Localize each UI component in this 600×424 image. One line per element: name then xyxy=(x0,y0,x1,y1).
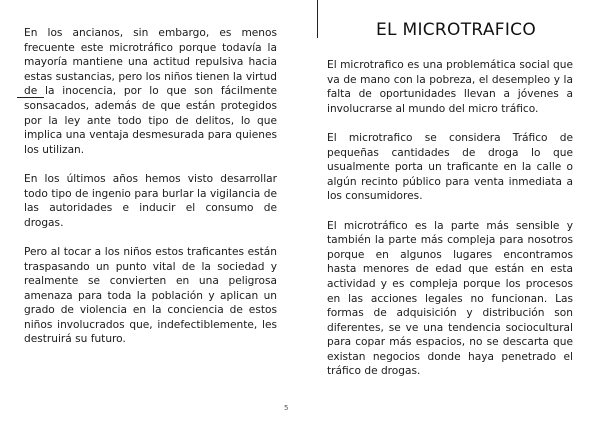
left-text-column xyxy=(24,26,277,362)
left-paragraph-1: En los ancianos, sin embargo, es menos frecuente este microtráfico porque todavía la mayoría mantiene una actitud repulsiva hacia estas sustancias, pero los niños tienen la virtud de la inocencia, por lo que son fácilmente sonsacados, además de que están protegidos por la ley ante todo tipo de delitos, lo que implica una ventaja desmesurada para quienes los utilizan. xyxy=(24,27,277,156)
right-text-column xyxy=(327,58,573,394)
left-paragraph-2: En los últimos años hemos visto desarrollar todo tipo de ingenio para burlar la vigilancia de las autoridades e inducir el consumo de drogas. xyxy=(24,172,277,229)
left-paragraph-3: Pero al tocar a los niños estos traficantes están traspasando un punto vital de la sociedad y realmente se convierten en una peligrosa amenaza para toda la población y aplican un grado de violencia en la conciencia de estos niños involucrados que, indefectiblemente, les destruirá su futuro. xyxy=(24,245,277,346)
margin-rule xyxy=(17,97,44,98)
page-title: EL MICROTRAFICO xyxy=(375,20,537,40)
right-paragraph-1: El microtrafico es una problemática social que va de mano con la pobreza, el desempleo y la falta de oportunidades llevan a jóvenes a involucrarse al mundo del micro tráfico. xyxy=(327,59,573,115)
right-page xyxy=(300,0,600,424)
right-paragraph-3: El microtráfico es la parte más sensible y también la parte más compleja para nosotros porque en algunos lugares encontramos hasta menores de edad que están en esta actividad y es compleja porque los procesos en las acciones legales no funcionan. Las formas de adquisición y distribución son diferentes, se ve una tendencia sociocultural para copar más espacios, no se descarta que existan negocios donde haya penetrado el tráfico de drogas. xyxy=(327,219,573,378)
right-paragraph-2: El microtrafico se considera Tráfico de pequeñas cantidades de droga lo que usualmente porta un traficante en la calle o algún recinto público para venta inmediata a los consumidores. xyxy=(327,131,573,203)
page-number: 5 xyxy=(284,404,289,412)
